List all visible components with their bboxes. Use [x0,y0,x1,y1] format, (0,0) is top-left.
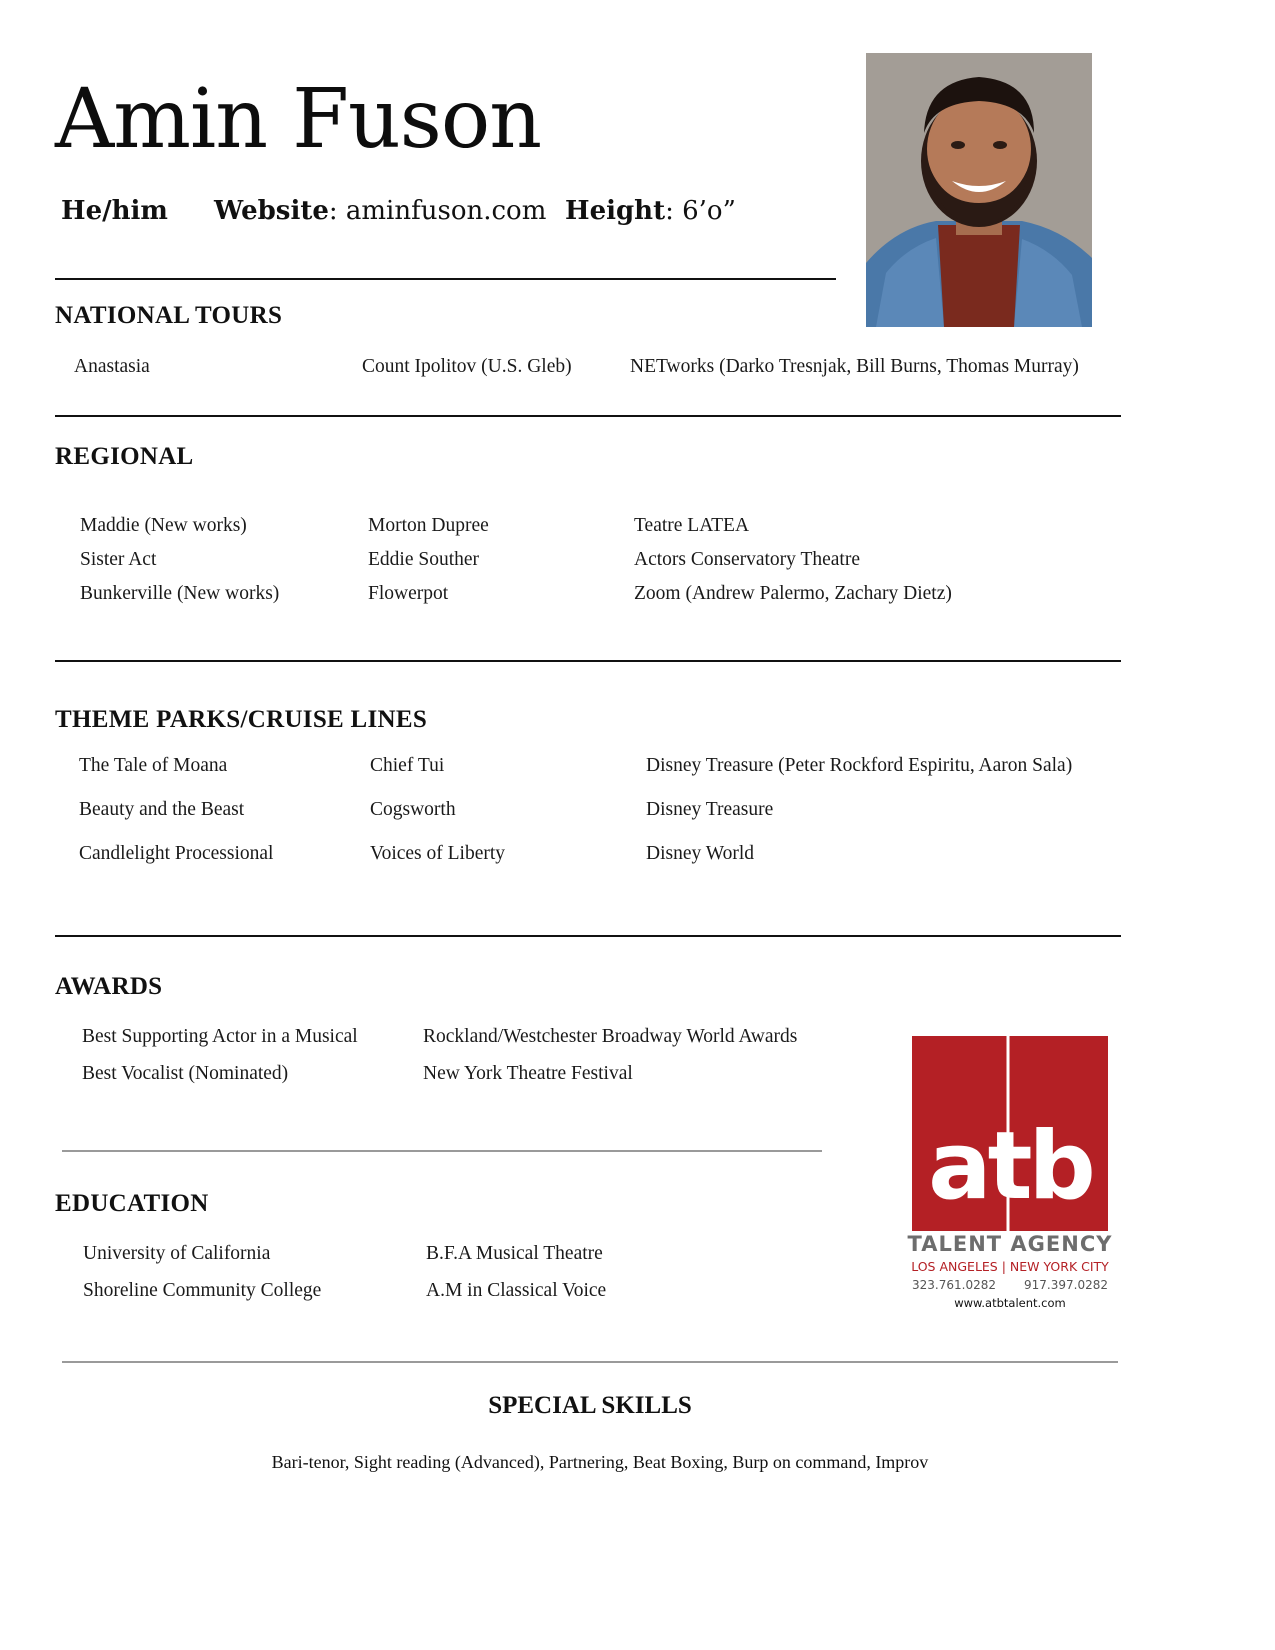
table-cell: Zoom (Andrew Palermo, Zachary Dietz) [634,583,952,604]
table-cell: Chief Tui [370,755,445,776]
table-cell: University of California [83,1243,271,1264]
table-cell: Morton Dupree [368,515,489,536]
table-cell: Disney World [646,843,755,864]
table-cell: Maddie (New works) [80,515,247,536]
headshot-photo [866,53,1092,327]
divider [55,935,1121,937]
special-skills-text: Bari-tenor, Sight reading (Advanced), Partnering, Beat Boxing, Burp on command, Improv [271,1452,929,1472]
section-title-regional: REGIONAL [55,443,194,470]
table-cell: A.M in Classical Voice [426,1280,607,1301]
table-cell: NETworks (Darko Tresnjak, Bill Burns, Thomas Murray) [630,356,1079,377]
section-title-awards: AWARDS [55,973,163,1000]
divider [55,278,836,280]
agency-name: TALENT AGENCY [907,1232,1113,1256]
table-cell: Best Supporting Actor in a Musical [82,1026,358,1047]
table-cell: Shoreline Community College [83,1280,322,1301]
divider [62,1361,1118,1363]
agency-phone-la: 323.761.0282 [912,1278,996,1292]
table-cell: Sister Act [80,549,157,570]
agency-phone-ny: 917.397.0282 [1024,1278,1108,1292]
table-cell: Disney Treasure [646,799,774,820]
section-title-theme-parks: THEME PARKS/CRUISE LINES [55,706,428,733]
table-cell: Anastasia [74,356,150,377]
table-cell: Rockland/Westchester Broadway World Awards [423,1026,798,1047]
table-cell: Best Vocalist (Nominated) [82,1063,289,1084]
divider [55,660,1121,662]
table-cell: Voices of Liberty [370,843,506,864]
table-cell: B.F.A Musical Theatre [426,1243,603,1264]
actor-name: Amin Fuson [55,72,542,167]
divider [55,415,1121,417]
section-title-special-skills: SPECIAL SKILLS [488,1392,692,1419]
website: Website: aminfuson.com [214,196,547,226]
table-cell: Bunkerville (New works) [80,583,280,604]
table-cell: Flowerpot [368,583,449,604]
divider [62,1150,822,1152]
agency-logo-mark: atb [928,1112,1092,1221]
section-title-education: EDUCATION [55,1190,209,1217]
section-title-national-tours: NATIONAL TOURS [55,302,283,329]
height: Height: 6’o” [565,196,736,226]
table-cell: Candlelight Processional [79,843,274,864]
website-link[interactable]: aminfuson.com [345,196,547,226]
agency-url[interactable]: www.atbtalent.com [954,1296,1066,1310]
table-cell: Eddie Souther [368,549,480,570]
table-cell: Beauty and the Beast [79,799,245,820]
table-cell: New York Theatre Festival [423,1063,633,1084]
pronouns: He/him [61,196,168,226]
table-cell: Actors Conservatory Theatre [634,549,860,570]
table-cell: The Tale of Moana [79,755,228,776]
table-cell: Count Ipolitov (U.S. Gleb) [362,356,572,377]
agency-cities: LOS ANGELES | NEW YORK CITY [911,1259,1109,1274]
table-cell: Disney Treasure (Peter Rockford Espiritu, Aaron Sala) [646,755,1073,776]
table-cell: Cogsworth [370,799,456,820]
table-cell: Teatre LATEA [634,515,750,536]
